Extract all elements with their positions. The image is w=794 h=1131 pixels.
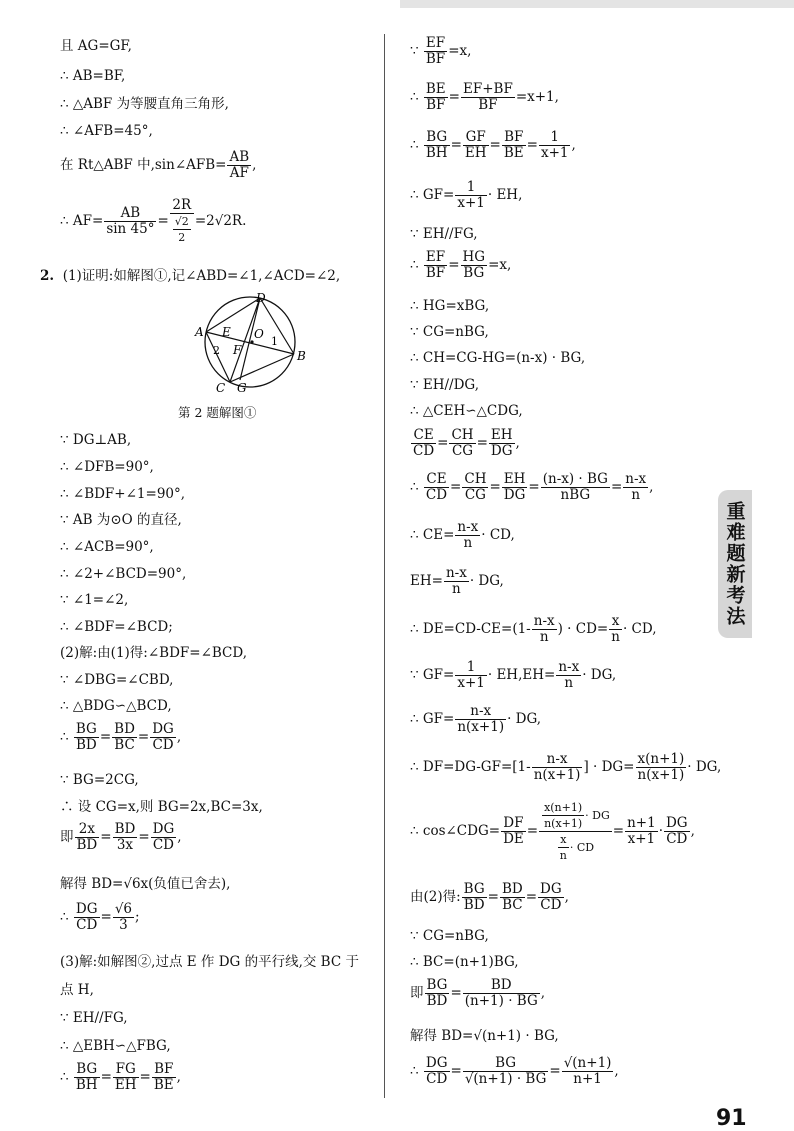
equation-line: ∴ $\frac{BE}{BF}$ = $\frac{EF+BF}{BF}$ =x+1, (410, 81, 559, 113)
denominator: n+1 (573, 1071, 602, 1087)
numerator: BE (425, 81, 446, 97)
text: 由(2)得: (410, 889, 461, 905)
fraction (170, 198, 194, 245)
denominator: n (631, 487, 641, 503)
numerator: BD (114, 721, 135, 737)
fraction (424, 1056, 450, 1087)
label-b: B (297, 349, 306, 363)
numerator: GF (463, 130, 489, 146)
fraction (152, 1062, 176, 1093)
fraction (502, 130, 526, 161)
line: ∴ △EBH∽△FBG, (60, 1038, 171, 1054)
denominator: BG (463, 265, 485, 281)
text: ∴ (410, 1063, 419, 1079)
figure-caption: 第 2 题解图① (178, 405, 257, 420)
numerator: √2 (174, 215, 189, 228)
denominator: CD (413, 443, 435, 459)
fraction (424, 36, 447, 67)
fraction (539, 130, 571, 161)
text: · CD, (481, 527, 515, 543)
text: ∵ GF= (410, 667, 455, 683)
line-cb (230, 354, 294, 382)
compound-fraction (539, 800, 612, 863)
equation-line (410, 180, 522, 211)
denominator: BC (502, 897, 523, 913)
equation-line (410, 752, 721, 783)
fraction (500, 882, 525, 913)
label-angle-1: 1 (271, 335, 278, 348)
equation-line: 即 $\frac{BG}{BD}$ = $\frac{BD}{(n+1) \cdot BG}$ , (410, 977, 546, 1009)
line: ∴ △CEH∽△CDG, (410, 403, 523, 419)
denominator: CD (152, 837, 174, 853)
text: ∴ cos∠CDG= (410, 823, 501, 839)
fraction (463, 978, 540, 1009)
denominator: sin 45° (106, 221, 155, 237)
label-d: D (256, 292, 266, 305)
numerator: CH (451, 427, 474, 443)
denominator: 3 (119, 917, 128, 933)
numerator: DF (501, 816, 526, 832)
fraction (455, 180, 487, 211)
numerator: DG (665, 815, 688, 831)
header-band (400, 0, 794, 8)
denominator: BC (114, 737, 135, 753)
equation-line: ∴ cos∠CDG= $\frac{DF}{DE}$ = $\frac{x(n+1)}{n(x+1)}$ · DG $\frac{x}{n}$ · CD = $\frac{n+1}{x+1}$ · $\frac{DG}{CD}$ , (410, 801, 695, 862)
fraction (113, 822, 138, 853)
text: ∴ (60, 1069, 69, 1085)
text: · DG, (507, 711, 542, 727)
equation-line (410, 614, 656, 645)
label-g: G (237, 381, 247, 392)
line: (3)解:如解图②,过点 E 作 DG 的平行线,交 BC 于 (60, 954, 359, 970)
numerator: DG (425, 1055, 448, 1071)
numerator: BF (152, 1062, 176, 1078)
fraction (455, 660, 487, 691)
text: ∴ DF=DG-GF=[1- (410, 759, 531, 775)
text: ∴ CE= (410, 527, 455, 543)
fraction (75, 822, 100, 853)
numerator: n+1 (627, 815, 656, 831)
line: ∵ BG=2CG, (60, 772, 139, 788)
equation-line: ∵ $\frac{EF}{BF}$ =x, (410, 35, 472, 67)
numerator: x (609, 614, 622, 630)
fraction (424, 130, 450, 161)
fraction (501, 816, 526, 847)
line: ∵ EH//FG, (60, 1010, 128, 1026)
text: · (658, 823, 663, 839)
line: ∴ ∠DFB=90°, (60, 459, 154, 475)
numerator: FG (113, 1062, 139, 1078)
text: , (252, 157, 257, 173)
denominator: BD (76, 737, 97, 753)
text: =2√2R. (194, 213, 247, 229)
fraction (74, 722, 99, 753)
denominator: DE (503, 831, 524, 847)
denominator: √(n+1) · BG (464, 1071, 547, 1087)
numerator: BG (463, 881, 485, 897)
fraction (112, 722, 137, 753)
denominator: CD (540, 897, 562, 913)
denominator: BF (478, 97, 498, 113)
numerator: 2x (75, 822, 100, 838)
fraction (562, 1056, 614, 1087)
numerator: DG (75, 901, 98, 917)
line: ∴ △ABF 为等腰直角三角形, (60, 96, 229, 112)
denominator (539, 832, 612, 863)
fraction (558, 832, 569, 863)
denominator: BF (425, 51, 446, 67)
line: ∵ CG=nBG, (410, 324, 489, 340)
denominator: n (463, 535, 473, 551)
line: 解得 BD=√6x(负值已舍去), (60, 876, 231, 892)
text: =x+1, (515, 89, 559, 105)
numerator: DG (540, 881, 562, 897)
denominator: BF (426, 97, 446, 113)
fraction (623, 472, 648, 503)
equation-line (60, 198, 246, 245)
fraction (542, 800, 584, 831)
denominator: (n+1) · BG (464, 993, 538, 1009)
line: ∵ ∠DBG=∠CBD, (60, 672, 174, 688)
fraction (664, 816, 690, 847)
denominator (170, 214, 194, 245)
numerator: BD (501, 881, 523, 897)
question-line (40, 268, 340, 285)
numerator: BG (424, 130, 450, 146)
equation-line: 由(2)得: $\frac{BG}{BD}$ = $\frac{BD}{BC}$ = $\frac{DG}{CD}$ , (410, 881, 569, 913)
text: · CD, (622, 621, 657, 637)
fraction (74, 1062, 100, 1093)
numerator: CE (424, 472, 449, 488)
text: =x, (448, 43, 472, 59)
text: EH= (410, 573, 443, 589)
numerator: n-x (558, 659, 580, 675)
fraction (455, 520, 480, 551)
denominator: n (559, 849, 567, 862)
equation-line (410, 660, 616, 691)
text: · DG (585, 809, 610, 822)
circle-diagram (160, 292, 330, 392)
text: 即 (60, 829, 74, 845)
equation-line: 即 $\frac{2x}{BD}$ = $\frac{BD}{3x}$ = $\frac{DG}{CD}$ , (60, 821, 182, 853)
line: 且 AG=GF, (60, 38, 132, 54)
column-divider (384, 34, 385, 1098)
denominator: n (564, 675, 574, 691)
numerator: BG (426, 977, 448, 993)
denominator: BD (76, 837, 98, 853)
line: ∵ EH//DG, (410, 377, 480, 393)
numerator: BD (463, 978, 540, 994)
fraction (502, 472, 528, 503)
numerator: EF+BF (462, 81, 513, 97)
numerator: BG (463, 1056, 549, 1072)
text: = (157, 213, 169, 229)
numerator: BD (114, 821, 136, 837)
fraction (455, 704, 506, 735)
fraction (461, 250, 488, 281)
equation-line: ∴ $\frac{CE}{CD}$ = $\frac{CH}{CG}$ = $\frac{EH}{DG}$ = $\frac{(n-x) \cdot BG}{\text{nBG}}$ = $\frac{n-x}{n}$ , (410, 471, 654, 503)
fraction (462, 882, 487, 913)
text: ∴ (60, 729, 69, 745)
line: ∴ △BDG∽△BCD, (60, 698, 172, 714)
numerator: x(n+1) (637, 751, 685, 767)
numerator: √(n+1) (563, 1055, 612, 1071)
fraction (636, 752, 687, 783)
line: ∴ 设 CG=x,则 BG=2x,BC=3x, (60, 799, 263, 815)
denominator: 2 (178, 231, 186, 244)
fraction (463, 1056, 549, 1087)
denominator: 3x (116, 837, 134, 853)
fraction (625, 816, 658, 847)
denominator: n (611, 629, 620, 645)
numerator: HG (462, 249, 486, 265)
text: · DG, (469, 573, 504, 589)
text: · DG, (687, 759, 722, 775)
denominator: EH (464, 145, 487, 161)
denominator: BH (425, 145, 448, 161)
numerator: 1 (455, 660, 487, 676)
denominator: n(x+1) (544, 817, 583, 830)
denominator: AF (229, 165, 249, 181)
numerator: CE (411, 428, 436, 444)
text: · EH, (487, 187, 523, 203)
label-c: C (216, 381, 226, 392)
label-angle-2: 2 (213, 344, 220, 357)
text: ) · CD= (557, 621, 609, 637)
line: ∵ ∠1=∠2, (60, 592, 129, 608)
numerator: x (558, 832, 569, 848)
denominator: BE (153, 1077, 174, 1093)
text: · EH,EH= (487, 667, 556, 683)
fraction (538, 882, 564, 913)
fraction (463, 130, 489, 161)
numerator: BG (74, 1062, 100, 1078)
numerator: 2R (170, 198, 194, 214)
fraction (461, 82, 515, 113)
fraction (411, 428, 436, 459)
fraction (74, 902, 100, 933)
page-number: 91 (716, 1106, 747, 1131)
numerator: AB (229, 149, 250, 165)
fraction (424, 82, 448, 113)
fraction (462, 472, 488, 503)
numerator: DG (152, 721, 174, 737)
fraction (449, 428, 475, 459)
text: ∴ GF= (410, 187, 455, 203)
denominator: EH (114, 1077, 137, 1093)
denominator: CD (666, 831, 688, 847)
denominator: x+1 (627, 831, 656, 847)
line: ∴ HG=xBG, (410, 298, 490, 314)
fraction (444, 566, 469, 597)
denominator: n (452, 581, 461, 597)
fraction (151, 822, 177, 853)
equation-line (410, 704, 541, 735)
denominator: CD (426, 1071, 448, 1087)
denominator: BD (463, 897, 485, 913)
denominator: x+1 (457, 195, 485, 211)
denominator: BD (426, 993, 448, 1009)
text: ∴ AF= (60, 213, 104, 229)
denominator: n(x+1) (457, 719, 505, 735)
text: ] · DG= (583, 759, 635, 775)
line: ∴ ∠BDF=∠BCD; (60, 619, 173, 635)
text: · CD (569, 841, 595, 854)
denominator: n(x+1) (637, 767, 685, 783)
numerator: (n-x) · BG (542, 471, 608, 487)
denominator: DG (490, 443, 513, 459)
fraction (173, 214, 191, 245)
text: 即 (410, 985, 424, 1001)
label-f: F (233, 343, 242, 357)
denominator: CD (76, 917, 98, 933)
equation-line: ∴ $\frac{BG}{BD}$ = $\frac{BD}{BC}$ = $\frac{DG}{CD}$ , (60, 721, 182, 753)
fraction (113, 902, 134, 933)
fraction (104, 206, 156, 237)
line: ∴ ∠AFB=45°, (60, 123, 153, 139)
text: ∴ DE=CD-CE=(1- (410, 621, 531, 637)
line: 点 H, (60, 982, 94, 998)
numerator: x(n+1) (544, 801, 583, 814)
denominator: BF (425, 265, 446, 281)
equation-line: $\frac{CE}{CD}$ = $\frac{CH}{CG}$ = $\frac{EH}{DG}$ , (413, 427, 520, 459)
numerator: n-x (625, 471, 647, 487)
equation-line: ∴ $\frac{BG}{BH}$ = $\frac{GF}{EH}$ = $\frac{BF}{BE}$ = $\frac{1}{x+1}$ , (410, 129, 576, 161)
numerator: EH (503, 471, 526, 487)
label-a: A (195, 325, 204, 339)
denominator: DG (503, 487, 526, 503)
numerator: n-x (532, 752, 583, 768)
denominator: nBG (560, 487, 591, 503)
numerator: AB (104, 206, 156, 222)
numerator: EF (424, 250, 447, 266)
numerator: EF (424, 36, 447, 52)
numerator: DG (152, 821, 175, 837)
line: ∴ ∠ACB=90°, (60, 539, 154, 555)
line: ∵ CG=nBG, (410, 928, 489, 944)
equation-line: ∴ $\frac{BG}{BH}$ = $\frac{FG}{EH}$ = $\frac{BF}{BE}$ , (60, 1061, 181, 1093)
line: 解得 BD=√(n+1) · BG, (410, 1028, 559, 1044)
denominator: CD (152, 737, 174, 753)
fraction (424, 472, 449, 503)
numerator: n-x (445, 565, 467, 581)
fraction (532, 752, 583, 783)
text: · DG, (582, 667, 617, 683)
text: ∴ GF= (410, 711, 455, 727)
numerator: CH (464, 471, 487, 487)
text: =x, (488, 257, 512, 273)
denominator: n (539, 629, 549, 645)
numerator: √6 (114, 901, 133, 917)
equation-line (60, 150, 256, 181)
text: (1)证明:如解图①,记∠ABD=∠1,∠ACD=∠2, (62, 268, 341, 284)
fraction (609, 614, 622, 645)
fraction (150, 722, 176, 753)
numerator: n-x (457, 519, 479, 535)
equation-line: ∴ $\frac{DG}{CD}$ = $\frac{BG}{√(n+1) \cdot BG}$ = $\frac{√(n+1)}{n+1}$ , (410, 1055, 619, 1087)
line: ∴ CH=CG-HG=(n-x) · BG, (410, 350, 586, 366)
line: ∵ DG⊥AB, (60, 432, 132, 448)
line: ∴ BC=(n+1)BG, (410, 954, 519, 970)
line: ∵ EH//FG, (410, 226, 478, 242)
numerator: BF (502, 130, 526, 146)
section-tab-label: 重难题新考法 (723, 501, 746, 627)
fraction (227, 150, 251, 181)
denominator: x+1 (457, 675, 485, 691)
denominator: BE (503, 145, 524, 161)
numerator: 1 (539, 130, 571, 146)
fraction (532, 614, 557, 645)
fraction (424, 250, 447, 281)
numerator: EH (490, 427, 513, 443)
fraction (541, 472, 610, 503)
denominator: CD (425, 487, 448, 503)
denominator: x+1 (540, 145, 569, 161)
equation-line: ∴ $\frac{EF}{BF}$ = $\frac{HG}{BG}$ =x, (410, 249, 512, 281)
numerator (539, 800, 612, 832)
fraction (489, 428, 515, 459)
numerator: BG (75, 721, 97, 737)
equation-line: ∴ $\frac{DG}{CD}$ = $\frac{√6}{3}$ ; (60, 901, 140, 933)
equation-line (410, 520, 515, 551)
question-number: 2. (40, 268, 55, 284)
denominator: CG (451, 443, 474, 459)
equation-line (410, 566, 504, 597)
line: ∴ ∠BDF+∠1=90°, (60, 486, 186, 502)
text: 在 Rt△ABF 中,sin∠AFB= (60, 157, 227, 173)
line: ∴ ∠2+∠BCD=90°, (60, 566, 187, 582)
denominator: BH (75, 1077, 98, 1093)
fraction (556, 660, 581, 691)
denominator: n(x+1) (533, 767, 581, 783)
line: (2)解:由(1)得:∠BDF=∠BCD, (60, 645, 248, 661)
numerator: n-x (533, 613, 555, 629)
fraction (425, 978, 450, 1009)
numerator: 1 (455, 180, 487, 196)
label-e: E (222, 325, 231, 339)
section-tab (718, 490, 752, 638)
fraction (113, 1062, 139, 1093)
label-o: O (254, 327, 264, 341)
text: ∴ (60, 909, 69, 925)
numerator: n-x (455, 704, 506, 720)
line: ∴ AB=BF, (60, 68, 126, 84)
line: ∵ AB 为⊙O 的直径, (60, 512, 182, 528)
denominator: CG (464, 487, 486, 503)
